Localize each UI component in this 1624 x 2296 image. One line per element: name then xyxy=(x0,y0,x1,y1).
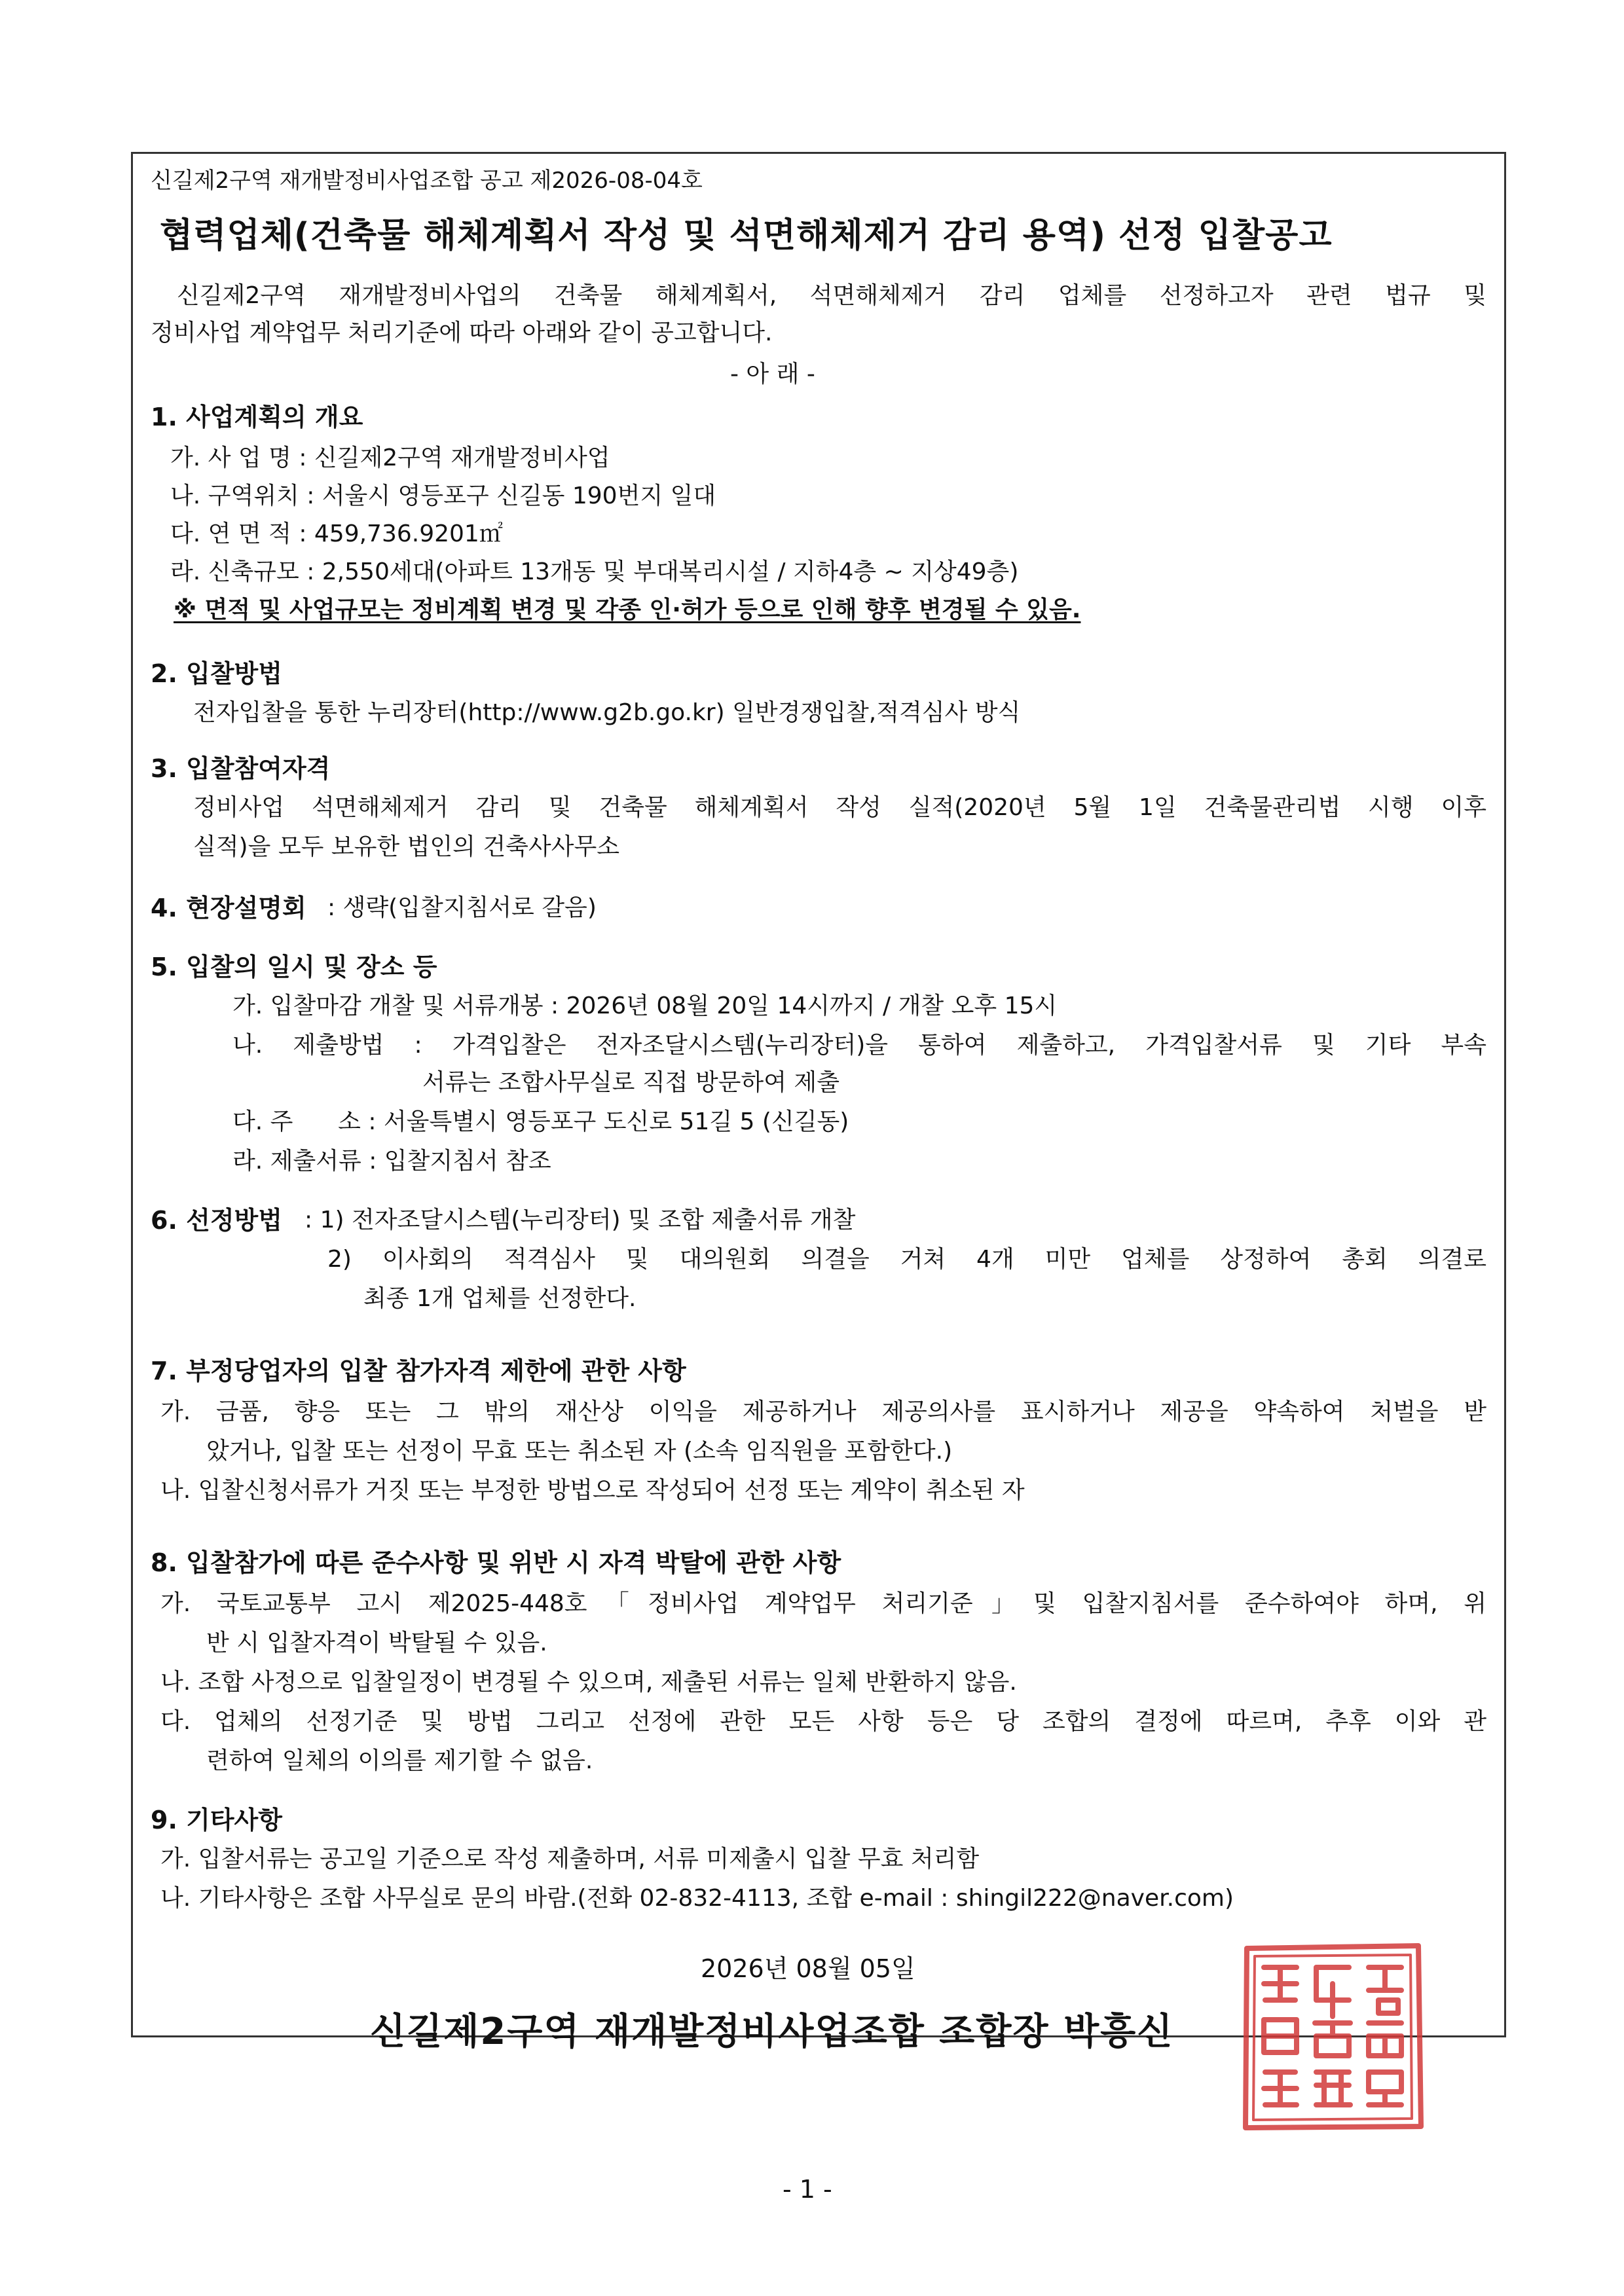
s3-line-1: 정비사업 석면해체제거 감리 및 건축물 해체계획서 작성 실적(2020년 5월 1일 건축물관리법 시행 이후 xyxy=(193,794,1486,821)
s2-body: 전자입찰을 통한 누리장터(http://www.g2b.go.kr) 일반경쟁입찰,적격심사 방식 xyxy=(193,699,1021,726)
s9-item-b: 나. 기타사항은 조합 사무실로 문의 바람.(전화 02-832-4113, 조합 e-mail : shingil222@naver.com) xyxy=(160,1885,1234,1912)
s5-item-b-line-2: 서류는 조합사무실로 직접 방문하여 제출 xyxy=(422,1069,840,1096)
section-3-heading: 3. 입찰참여자격 xyxy=(151,754,331,783)
s1-item-d: 라. 신축규모 : 2,550세대(아파트 13개동 및 부대복리시설 / 지하4층 ~ 지상49층) xyxy=(170,558,1019,585)
s1-item-a: 가. 사 업 명 : 신길제2구역 재개발정비사업 xyxy=(170,445,610,471)
notice-number: 신길제2구역 재개발정비사업조합 공고 제2026-08-04호 xyxy=(151,168,703,194)
s7-item-b: 나. 입찰신청서류가 거짓 또는 부정한 방법으로 작성되어 선정 또는 계약이 취소된 자 xyxy=(160,1477,1025,1504)
page-number: - 1 - xyxy=(783,2175,832,2204)
section-5-heading: 5. 입찰의 일시 및 장소 등 xyxy=(151,953,437,981)
section-9-heading: 9. 기타사항 xyxy=(151,1806,282,1834)
below-marker: - 아 래 - xyxy=(730,361,815,388)
section-2-heading: 2. 입찰방법 xyxy=(151,659,282,688)
s1-note: ※ 면적 및 사업규모는 정비계획 변경 및 각종 인·허가 등으로 인해 향후 변경될 수 있음. xyxy=(174,596,1081,623)
s3-line-2: 실적)을 모두 보유한 법인의 건축사사무소 xyxy=(193,833,620,860)
s6-item-1: : 1) 전자조달시스템(누리장터) 및 조합 제출서류 개찰 xyxy=(304,1207,856,1233)
s8-item-c-line-2: 련하여 일체의 이의를 제기할 수 없음. xyxy=(206,1747,593,1774)
official-seal-icon xyxy=(1238,1938,1428,2134)
s1-item-c: 다. 연 면 적 : 459,736.9201㎡ xyxy=(170,520,503,547)
s6-item-2-line-1: 2) 이사회의 적격심사 및 대의원회 의결을 거쳐 4개 미만 업체를 상정하여 총회 의결로 xyxy=(327,1246,1486,1273)
s5-item-b-line-1: 나. 제출방법 : 가격입찰은 전자조달시스템(누리장터)을 통하여 제출하고, 가격입찰서류 및 기타 부속 xyxy=(232,1032,1486,1059)
notice-title: 협력업체(건축물 해체계획서 작성 및 석면해체제거 감리 용역) 선정 입찰공고 xyxy=(160,216,1333,255)
section-6-heading: 6. 선정방법 xyxy=(151,1206,282,1235)
signer-name: 신길제2구역 재개발정비사업조합 조합장 박흥신 xyxy=(370,2011,1174,2053)
s8-item-a-line-1: 가. 국토교통부 고시 제2025-448호「정비사업 계약업무 처리기준」및 입찰지침서를 준수하여야 하며, 위 xyxy=(160,1590,1486,1617)
s4-body: : 생략(입찰지침서로 갈음) xyxy=(327,894,597,921)
s8-item-a-line-2: 반 시 입찰자격이 박탈될 수 있음. xyxy=(206,1630,547,1656)
notice-date: 2026년 08월 05일 xyxy=(701,1954,915,1983)
s6-item-2-line-2: 최종 1개 업체를 선정한다. xyxy=(363,1285,637,1312)
section-1-heading: 1. 사업계획의 개요 xyxy=(151,403,363,431)
s7-item-a-line-2: 았거나, 입찰 또는 선정이 무효 또는 취소된 자 (소속 임직원을 포함한다.) xyxy=(206,1438,953,1465)
intro-line-2: 정비사업 계약업무 처리기준에 따라 아래와 같이 공고합니다. xyxy=(151,319,773,346)
intro-line-1: 신길제2구역 재개발정비사업의 건축물 해체계획서, 석면해체제거 감리 업체를 선정하고자 관련 법규 및 xyxy=(177,282,1486,309)
section-8-heading: 8. 입찰참가에 따른 준수사항 및 위반 시 자격 박탈에 관한 사항 xyxy=(151,1548,841,1577)
section-7-heading: 7. 부정당업자의 입찰 참가자격 제한에 관한 사항 xyxy=(151,1357,686,1385)
s1-item-b: 나. 구역위치 : 서울시 영등포구 신길동 190번지 일대 xyxy=(170,483,716,509)
s8-item-b: 나. 조합 사정으로 입찰일정이 변경될 수 있으며, 제출된 서류는 일체 반환하지 않음. xyxy=(160,1669,1017,1696)
s8-item-c-line-1: 다. 업체의 선정기준 및 방법 그리고 선정에 관한 모든 사항 등은 당 조합의 결정에 따르며, 추후 이와 관 xyxy=(160,1708,1486,1735)
s7-item-a-line-1: 가. 금품, 향응 또는 그 밖의 재산상 이익을 제공하거나 제공의사를 표시하거나 제공을 약속하여 처벌을 받 xyxy=(160,1398,1486,1425)
s5-item-c: 다. 주 소 : 서울특별시 영등포구 도신로 51길 5 (신길동) xyxy=(232,1108,849,1135)
section-4-heading: 4. 현장설명회 xyxy=(151,894,306,922)
s9-item-a: 가. 입찰서류는 공고일 기준으로 작성 제출하며, 서류 미제출시 입찰 무효 처리함 xyxy=(160,1846,980,1872)
s5-item-a: 가. 입찰마감 개찰 및 서류개봉 : 2026년 08월 20일 14시까지 / 개찰 오후 15시 xyxy=(232,993,1058,1019)
s5-item-d: 라. 제출서류 : 입찰지침서 참조 xyxy=(232,1148,551,1175)
